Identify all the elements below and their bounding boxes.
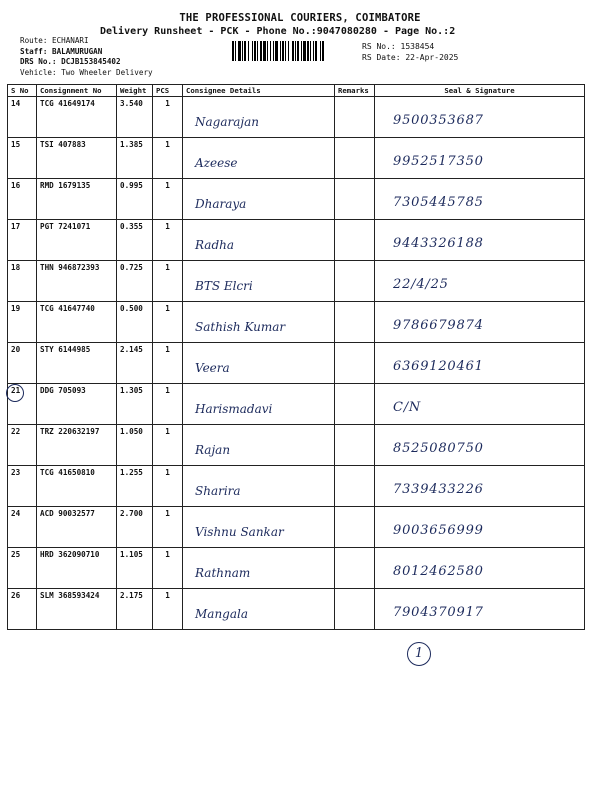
weight-text: 0.995 bbox=[120, 181, 143, 190]
consignment-cell bbox=[37, 261, 117, 302]
signature-handwriting: 7904370917 bbox=[393, 605, 484, 620]
rs-date: RS Date: 22-Apr-2025 bbox=[362, 53, 459, 62]
signature-handwriting: 8525080750 bbox=[393, 441, 484, 456]
sno-cell bbox=[8, 261, 37, 302]
consignee-handwriting: Sathish Kumar bbox=[195, 320, 286, 334]
signature-cell bbox=[375, 548, 585, 589]
signature-cell bbox=[375, 384, 585, 425]
weight-text: 1.255 bbox=[120, 468, 143, 477]
company-title: THE PROFESSIONAL COURIERS, COIMBATORE bbox=[179, 12, 421, 24]
weight-text: 0.500 bbox=[120, 304, 143, 313]
sno-text: 16 bbox=[11, 181, 21, 190]
consignee-cell bbox=[183, 97, 335, 138]
table-row bbox=[8, 548, 585, 589]
sno-text: 24 bbox=[11, 509, 21, 518]
consignee-handwriting: Mangala bbox=[195, 607, 248, 621]
pcs-cell bbox=[153, 220, 183, 261]
remarks-cell bbox=[335, 261, 375, 302]
route-line: Route: ECHANARI bbox=[20, 36, 89, 45]
remarks-cell bbox=[335, 97, 375, 138]
consignment-cell bbox=[37, 343, 117, 384]
sno-cell bbox=[8, 548, 37, 589]
consignment-cell bbox=[37, 138, 117, 179]
signature-cell bbox=[375, 261, 585, 302]
consignee-cell bbox=[183, 548, 335, 589]
table-row bbox=[8, 261, 585, 302]
barcode-image bbox=[232, 41, 350, 61]
pcs-text: 1 bbox=[165, 140, 170, 149]
consignee-cell bbox=[183, 138, 335, 179]
consignment-text: THN 946872393 bbox=[40, 263, 100, 272]
remarks-cell bbox=[335, 589, 375, 630]
signature-handwriting: 9443326188 bbox=[393, 236, 484, 251]
consignment-text: TRZ 220632197 bbox=[40, 427, 100, 436]
consignment-text: HRD 362090710 bbox=[40, 550, 100, 559]
pcs-text: 1 bbox=[165, 304, 170, 313]
pcs-cell bbox=[153, 384, 183, 425]
sno-cell bbox=[8, 302, 37, 343]
weight-cell bbox=[117, 466, 153, 507]
remarks-cell bbox=[335, 548, 375, 589]
consignment-cell bbox=[37, 589, 117, 630]
consignment-cell bbox=[37, 97, 117, 138]
weight-text: 1.305 bbox=[120, 386, 143, 395]
signature-handwriting: 7339433226 bbox=[393, 482, 484, 497]
signature-handwriting: 9786679874 bbox=[393, 318, 484, 333]
pcs-text: 1 bbox=[165, 386, 170, 395]
col-sno: S No bbox=[8, 85, 37, 97]
table-row bbox=[8, 138, 585, 179]
weight-text: 0.355 bbox=[120, 222, 143, 231]
pcs-cell bbox=[153, 548, 183, 589]
signature-handwriting: 22/4/25 bbox=[393, 277, 449, 292]
consignment-cell bbox=[37, 220, 117, 261]
table-row bbox=[8, 507, 585, 548]
weight-cell bbox=[117, 589, 153, 630]
table-row bbox=[8, 384, 585, 425]
remarks-cell bbox=[335, 466, 375, 507]
consignment-cell bbox=[37, 466, 117, 507]
consignee-cell bbox=[183, 261, 335, 302]
consignee-cell bbox=[183, 425, 335, 466]
consignment-cell bbox=[37, 507, 117, 548]
meta-left bbox=[20, 36, 153, 78]
sno-text: 25 bbox=[11, 550, 21, 559]
weight-cell bbox=[117, 138, 153, 179]
table-row bbox=[8, 179, 585, 220]
table-row bbox=[8, 466, 585, 507]
weight-text: 1.385 bbox=[120, 140, 143, 149]
consignment-text: ACD 90032577 bbox=[40, 509, 95, 518]
remarks-cell bbox=[335, 384, 375, 425]
consignee-handwriting: Harismadavi bbox=[195, 402, 273, 416]
remarks-cell bbox=[335, 138, 375, 179]
table-row bbox=[8, 425, 585, 466]
pcs-cell bbox=[153, 425, 183, 466]
consignee-cell bbox=[183, 589, 335, 630]
consignee-cell bbox=[183, 220, 335, 261]
consignee-handwriting: Azeese bbox=[195, 156, 238, 170]
weight-text: 1.105 bbox=[120, 550, 143, 559]
sno-cell bbox=[8, 97, 37, 138]
signature-handwriting: 6369120461 bbox=[393, 359, 484, 374]
sno-text: 20 bbox=[11, 345, 21, 354]
consignee-handwriting: Sharira bbox=[195, 484, 241, 498]
consignment-cell bbox=[37, 425, 117, 466]
consignment-text: STY 6144985 bbox=[40, 345, 91, 354]
sno-text: 22 bbox=[11, 427, 21, 436]
signature-cell bbox=[375, 343, 585, 384]
weight-text: 1.050 bbox=[120, 427, 143, 436]
signature-cell bbox=[375, 589, 585, 630]
weight-cell bbox=[117, 179, 153, 220]
table-row bbox=[8, 343, 585, 384]
weight-cell bbox=[117, 302, 153, 343]
page-mark-circled: 1 bbox=[407, 642, 431, 666]
pcs-text: 1 bbox=[165, 427, 170, 436]
consignment-text: DDG 705093 bbox=[40, 386, 86, 395]
signature-cell bbox=[375, 138, 585, 179]
sno-text: 15 bbox=[11, 140, 21, 149]
signature-cell bbox=[375, 97, 585, 138]
pcs-cell bbox=[153, 343, 183, 384]
consignment-text: SLM 368593424 bbox=[40, 591, 100, 600]
consignment-cell bbox=[37, 302, 117, 343]
consignee-handwriting: Dharaya bbox=[195, 197, 247, 211]
consignee-handwriting: Rajan bbox=[195, 443, 231, 457]
sno-cell bbox=[8, 589, 37, 630]
signature-cell bbox=[375, 507, 585, 548]
consignee-cell bbox=[183, 302, 335, 343]
meta-right bbox=[362, 41, 458, 63]
consignee-handwriting: Nagarajan bbox=[195, 115, 259, 129]
weight-text: 2.175 bbox=[120, 591, 143, 600]
sno-cell bbox=[8, 138, 37, 179]
consignee-cell bbox=[183, 466, 335, 507]
consignee-cell bbox=[183, 179, 335, 220]
signature-handwriting: 9003656999 bbox=[393, 523, 484, 538]
consignee-handwriting: Veera bbox=[195, 361, 230, 375]
table-row bbox=[8, 220, 585, 261]
pcs-cell bbox=[153, 466, 183, 507]
pcs-text: 1 bbox=[165, 550, 170, 559]
table-row bbox=[8, 97, 585, 138]
pcs-cell bbox=[153, 589, 183, 630]
consignment-cell bbox=[37, 548, 117, 589]
pcs-cell bbox=[153, 261, 183, 302]
remarks-cell bbox=[335, 302, 375, 343]
consignee-handwriting: Rathnam bbox=[195, 566, 251, 580]
sno-text: 18 bbox=[11, 263, 21, 272]
consignment-text: TCG 41647740 bbox=[40, 304, 95, 313]
pcs-text: 1 bbox=[165, 181, 170, 190]
signature-handwriting: 7305445785 bbox=[393, 195, 484, 210]
col-remarks: Remarks bbox=[335, 85, 375, 97]
drs-line: DRS No.: DCJB153845402 bbox=[20, 57, 121, 66]
consignment-text: TCG 41650810 bbox=[40, 468, 95, 477]
weight-cell bbox=[117, 97, 153, 138]
consignee-cell bbox=[183, 343, 335, 384]
signature-cell bbox=[375, 302, 585, 343]
circled-mark bbox=[6, 384, 24, 402]
pcs-text: 1 bbox=[165, 263, 170, 272]
staff-line: Staff: BALAMURUGAN bbox=[20, 46, 103, 56]
sno-cell bbox=[8, 343, 37, 384]
signature-cell bbox=[375, 466, 585, 507]
remarks-cell bbox=[335, 179, 375, 220]
signature-cell bbox=[375, 425, 585, 466]
signature-cell bbox=[375, 220, 585, 261]
consignee-handwriting: Radha bbox=[195, 238, 235, 252]
col-pcs: PCS bbox=[153, 85, 183, 97]
sno-cell bbox=[8, 425, 37, 466]
signature-cell bbox=[375, 179, 585, 220]
weight-text: 2.145 bbox=[120, 345, 143, 354]
consignee-handwriting: Vishnu Sankar bbox=[195, 525, 284, 539]
sno-cell bbox=[8, 507, 37, 548]
weight-cell bbox=[117, 548, 153, 589]
sno-cell bbox=[8, 220, 37, 261]
consignee-cell bbox=[183, 384, 335, 425]
weight-text: 0.725 bbox=[120, 263, 143, 272]
pcs-cell bbox=[153, 302, 183, 343]
consignment-text: TSI 407883 bbox=[40, 140, 86, 149]
signature-handwriting: 9952517350 bbox=[393, 154, 484, 169]
weight-cell bbox=[117, 507, 153, 548]
table-row bbox=[8, 589, 585, 630]
pcs-cell bbox=[153, 97, 183, 138]
consignment-text: PGT 7241071 bbox=[40, 222, 91, 231]
consignment-text: TCG 41649174 bbox=[40, 99, 95, 108]
weight-text: 2.700 bbox=[120, 509, 143, 518]
sno-cell bbox=[8, 466, 37, 507]
consignment-cell bbox=[37, 179, 117, 220]
pcs-text: 1 bbox=[165, 345, 170, 354]
table-header-row bbox=[8, 85, 585, 97]
col-consignment: Consignment No bbox=[37, 85, 117, 97]
pcs-cell bbox=[153, 507, 183, 548]
signature-handwriting: 9500353687 bbox=[393, 113, 484, 128]
remarks-cell bbox=[335, 425, 375, 466]
pcs-text: 1 bbox=[165, 591, 170, 600]
pcs-text: 1 bbox=[165, 509, 170, 518]
consignee-handwriting: BTS Elcri bbox=[195, 279, 253, 293]
pcs-text: 1 bbox=[165, 468, 170, 477]
sno-text: 21 bbox=[11, 386, 21, 395]
weight-cell bbox=[117, 220, 153, 261]
runsheet-subtitle: Delivery Runsheet - PCK - Phone No.:9047080280 - Page No.:2 bbox=[100, 26, 456, 37]
pcs-text: 1 bbox=[165, 99, 170, 108]
table-row bbox=[8, 302, 585, 343]
rs-number: RS No.: 1538454 bbox=[362, 42, 435, 51]
weight-cell bbox=[117, 425, 153, 466]
delivery-table bbox=[7, 84, 585, 630]
sno-text: 23 bbox=[11, 468, 21, 477]
vehicle-line: Vehicle: Two Wheeler Delivery bbox=[20, 67, 153, 77]
consignment-cell bbox=[37, 384, 117, 425]
sno-cell bbox=[8, 179, 37, 220]
pcs-text: 1 bbox=[165, 222, 170, 231]
pcs-cell bbox=[153, 138, 183, 179]
weight-cell bbox=[117, 261, 153, 302]
sno-text: 17 bbox=[11, 222, 21, 231]
sno-text: 14 bbox=[11, 99, 21, 108]
weight-text: 3.540 bbox=[120, 99, 143, 108]
sno-text: 26 bbox=[11, 591, 21, 600]
weight-cell bbox=[117, 384, 153, 425]
remarks-cell bbox=[335, 343, 375, 384]
remarks-cell bbox=[335, 220, 375, 261]
col-signature: Seal & Signature bbox=[375, 85, 585, 97]
remarks-cell bbox=[335, 507, 375, 548]
sno-text: 19 bbox=[11, 304, 21, 313]
signature-handwriting: 8012462580 bbox=[393, 564, 484, 579]
pcs-cell bbox=[153, 179, 183, 220]
col-weight: Weight bbox=[117, 85, 153, 97]
weight-cell bbox=[117, 343, 153, 384]
consignee-cell bbox=[183, 507, 335, 548]
sno-cell bbox=[8, 384, 37, 425]
col-consignee: Consignee Details bbox=[183, 85, 335, 97]
consignment-text: RMD 1679135 bbox=[40, 181, 91, 190]
signature-handwriting: C/N bbox=[393, 400, 422, 415]
